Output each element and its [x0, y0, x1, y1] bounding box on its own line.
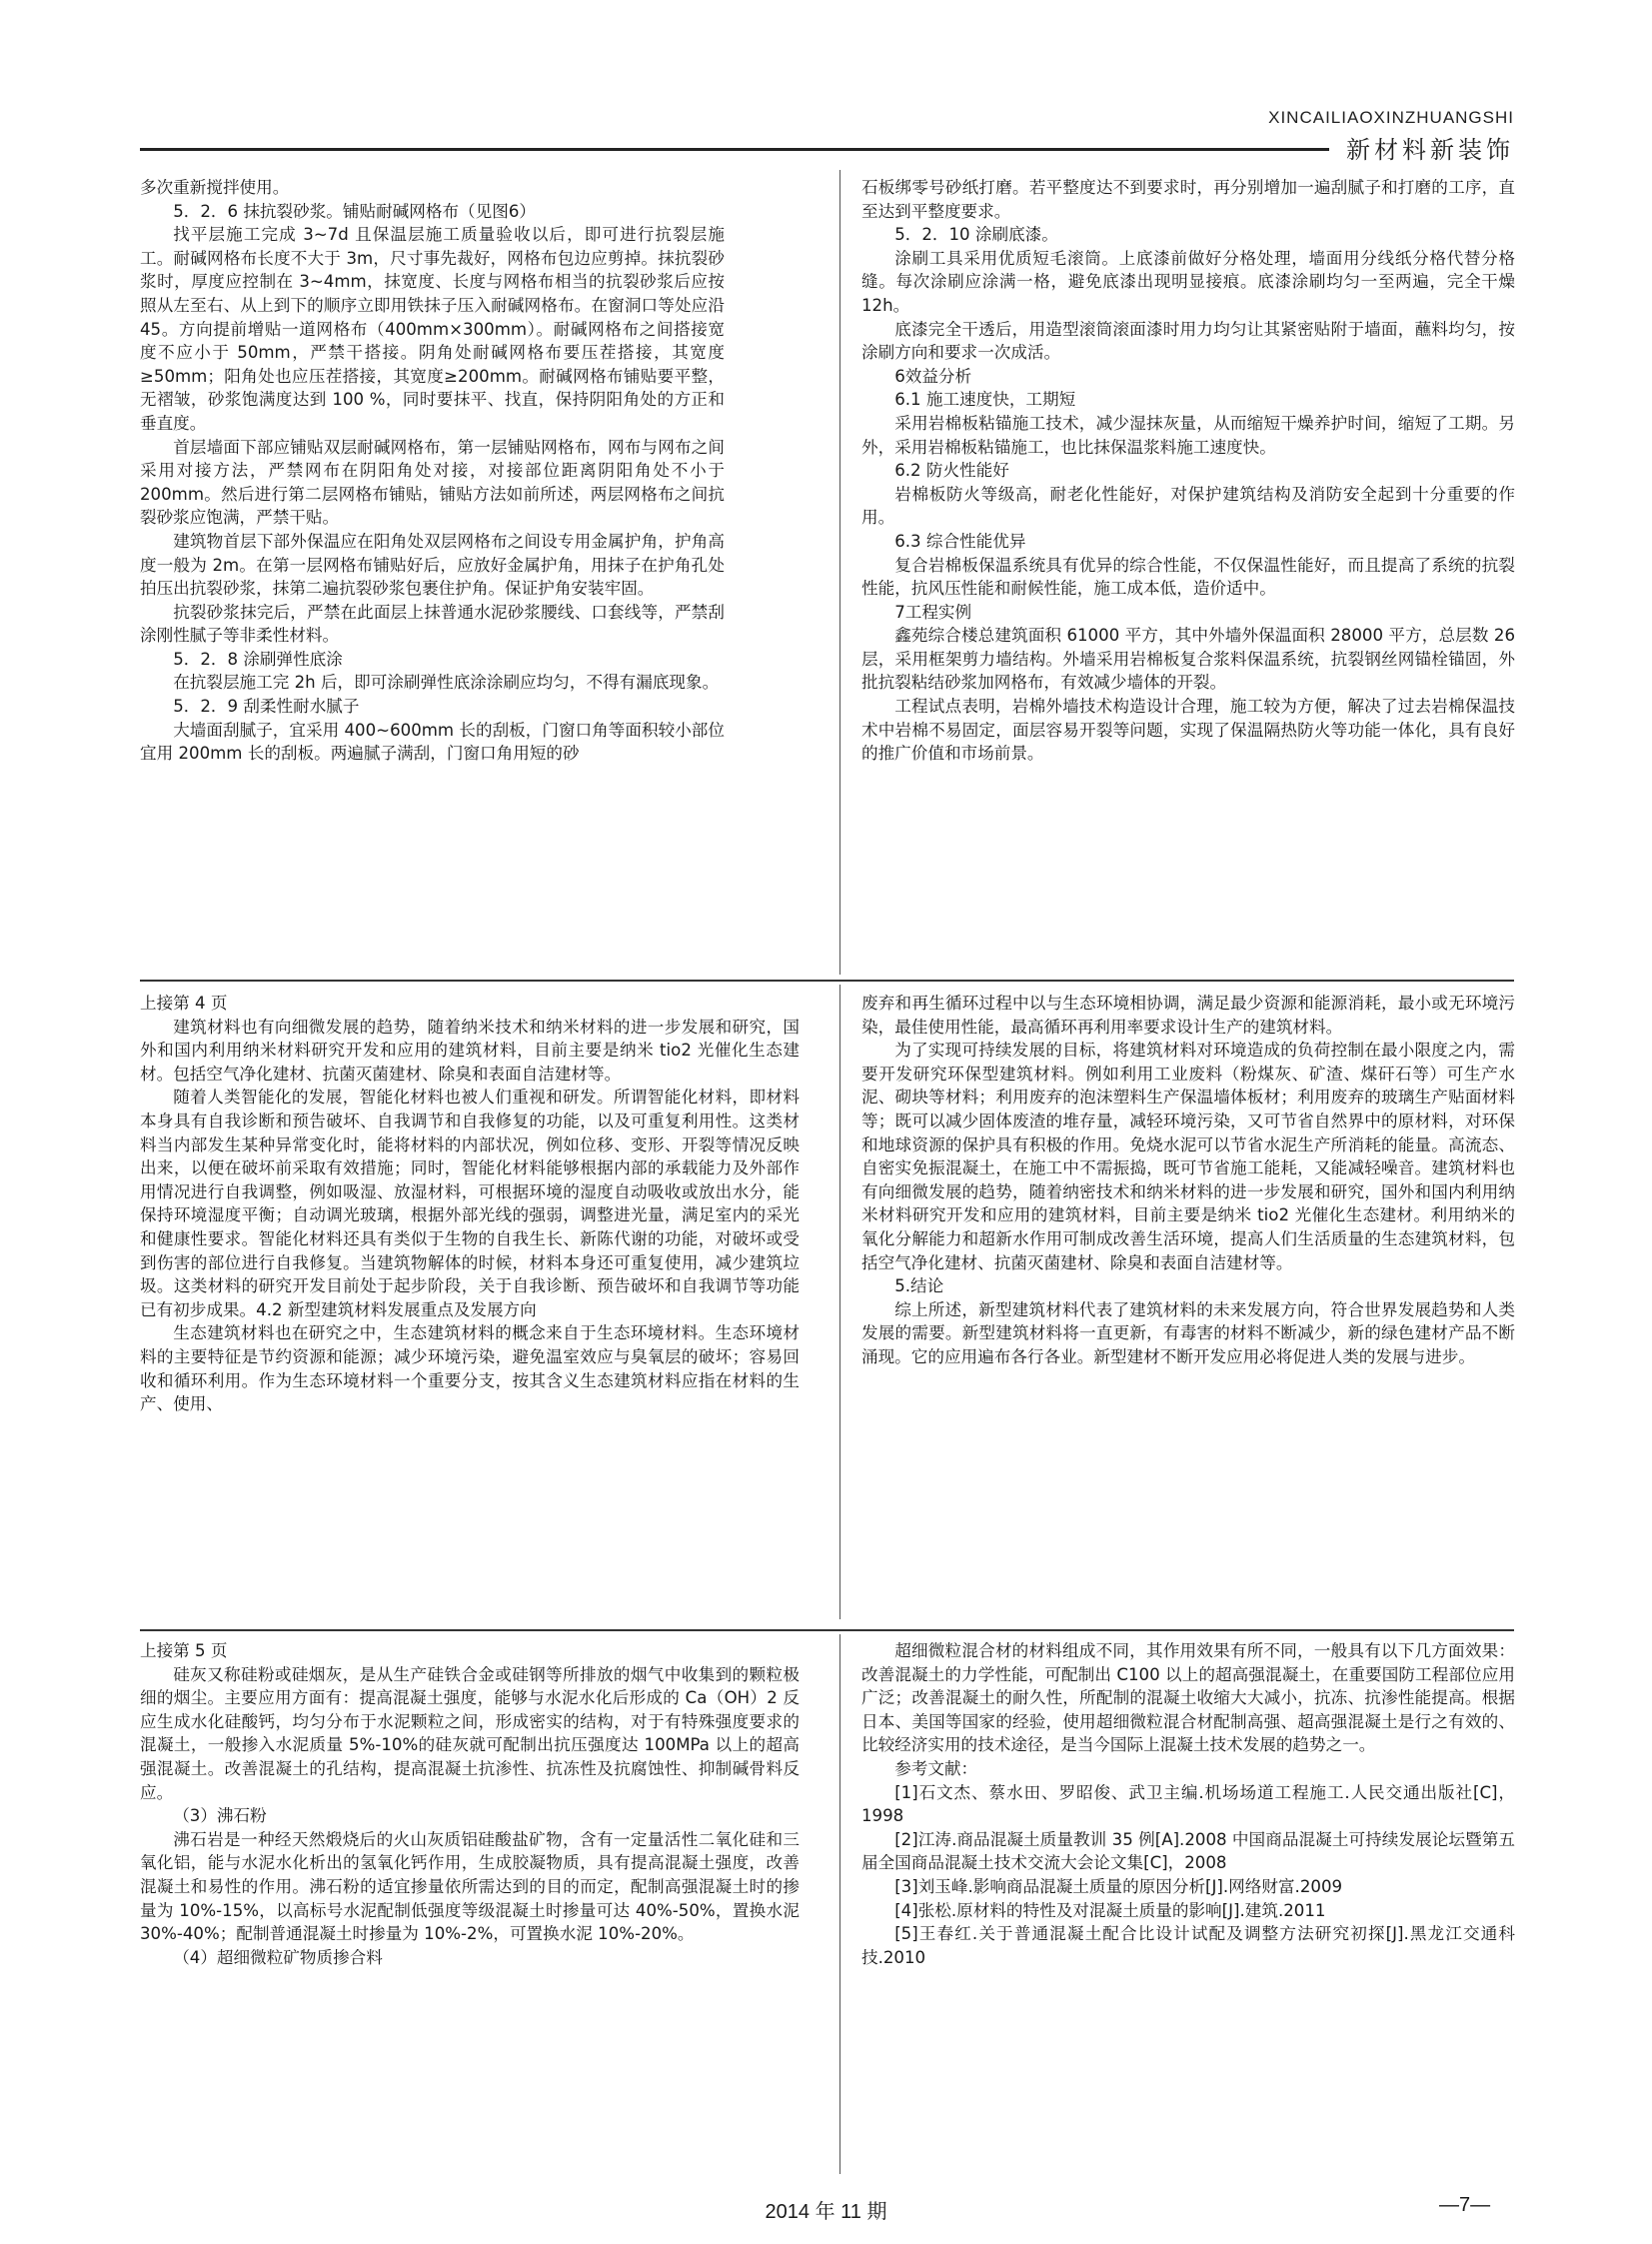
reference-item: [4]张松.原材料的特性及对混凝土质量的影响[J].建筑.2011 — [894, 1900, 1326, 1920]
paragraph: 多次重新搅拌使用。 — [140, 178, 290, 197]
references-heading: 参考文献： — [894, 1758, 978, 1778]
section-heading: 6效益分析 — [894, 366, 972, 386]
section-heading: 5．2．8 涂刷弹性底涂 — [173, 649, 343, 669]
paragraph: 废弃和再生循环过程中以与生态环境相协调，满足最少资源和能源消耗，最小或无环境污染，最佳使用性能，最高循环再利用率要求设计生产的建筑材料。 — [861, 994, 1515, 1037]
column-divider — [839, 170, 840, 975]
column-divider — [839, 985, 840, 1619]
reference-item: [3]刘玉峰.影响商品混凝土质量的原因分析[J].网络财富.2009 — [894, 1876, 1343, 1896]
paragraph: 硅灰又称硅粉或硅烟灰，是从生产硅铁合金或硅钢等所排放的烟气中收集到的颗粒极细的烟尘。主要应用方面有：提高混凝土强度，能够与水泥水化后形成的 Ca（OH）2 反应生成水化硅酸钙，均匀分布于水泥颗粒之间，形成密实的结构，对于有特殊强度要求的混凝土，一般掺入水泥质量 5%-10%的硅灰就可配制出抗压强度达 100MPa 以上的超高强混凝土。改善混凝土的孔结构，提高混凝土抗渗性、抗冻性及抗腐蚀性、抑制碱骨料反应。 — [140, 1664, 800, 1802]
top-right-column — [861, 176, 1515, 766]
middle-left-column — [140, 992, 800, 1416]
section-divider — [140, 980, 1514, 982]
paragraph: 抗裂砂浆抹完后，严禁在此面层上抹普通水泥砂浆腰线、口套线等，严禁刮涂刚性腻子等非柔性材料。 — [140, 602, 725, 646]
top-left-column — [140, 176, 725, 766]
paragraph: 首层墙面下部应铺贴双层耐碱网格布，第一层铺贴网格布，网布与网布之间采用对接方法，严禁网布在阴阳角处对接，对接部位距离阴阳角处不小于 200mm。然后进行第二层网格布铺贴，铺贴方法如前所述，两层网格布之间抗裂砂浆应饱满，严禁干贴。 — [140, 437, 725, 528]
paragraph: 石板绑零号砂纸打磨。若平整度达不到要求时，再分别增加一遍刮腻子和打磨的工序，直至达到平整度要求。 — [861, 178, 1515, 221]
middle-right-column — [861, 992, 1515, 1369]
paragraph: 在抗裂层施工完 2h 后，即可涂刷弹性底涂涂刷应均匀，不得有漏底现象。 — [173, 673, 720, 693]
paragraph: 随着人类智能化的发展，智能化材料也被人们重视和研发。所谓智能化材料，即材料本身具有自我诊断和预告破坏、自我调节和自我修复的功能，以及可重复利用性。这类材料当内部发生某种异常变化时，能将材料的内部状况，例如位移、变形、开裂等情况反映出来，以便在破坏前采取有效措施；同时，智能化材料能够根据内部的承载能力及外部作用情况进行自我调整，例如吸湿、放湿材料，可根据环境的湿度自动吸收或放出水分，能保持环境湿度平衡；自动调光玻璃，根据外部光线的强弱，调整进光量，满足室内的采光和健康性要求。智能化材料还具有类似于生物的自我生长、新陈代谢的功能，对破坏或受到伤害的部位进行自我修复。当建筑物解体的时候，材料本身还可重复使用，减少建筑垃圾。这类材料的研究开发目前处于起步阶段，关于自我诊断、预告破坏和自我调节等功能已有初步成果。4.2 新型建筑材料发展重点及发展方向 — [140, 1088, 800, 1319]
section-divider — [140, 1629, 1514, 1631]
section-heading: 6.2 防火性能好 — [894, 461, 1009, 481]
paragraph: 综上所述，新型建筑材料代表了建筑材料的未来发展方向，符合世界发展趋势和人类发展的需要。新型建筑材料将一直更新，有毒害的材料不断减少，新的绿色建材产品不断涌现。它的应用遍布各行各业。新型建材不断开发应用必将促进人类的发展与进步。 — [861, 1299, 1515, 1366]
section-heading: 5．2．10 涂刷底漆。 — [894, 225, 1058, 245]
continued-from-label: 上接第 4 页 — [140, 994, 228, 1013]
paragraph: 超细微粒混合材的材料组成不同，其作用效果有所不同，一般具有以下几方面效果：改善混凝土的力学性能，可配制出 C100 以上的超高强混凝土，在重要国防工程部位应用广泛；改善混凝土的耐久性，所配制的混凝土收缩大大减小，抗冻、抗渗性能提高。根据日本、美国等国家的经验，使用超细微粒混合材配制高强、超高强混凝土是行之有效的、比较经济实用的技术途径，是当今国际上混凝土技术发展的趋势之一。 — [861, 1641, 1515, 1755]
section-heading: 5.结论 — [894, 1276, 944, 1296]
paragraph: 沸石岩是一种经天然煅烧后的火山灰质铝硅酸盐矿物，含有一定量活性二氧化硅和三氧化铝，能与水泥水化析出的氢氧化钙作用，生成胶凝物质，具有提高混凝土强度，改善混凝土和易性的作用。沸石粉的适宜掺量依所需达到的目的而定，配制高强混凝土时的掺量为 10%-15%，以高标号水泥配制低强度等级混凝土时掺量可达 40%-50%，置换水泥 30%-40%；配制普通混凝土时掺量为 10%-2%，可置换水泥 10%-20%。 — [140, 1829, 800, 1944]
paragraph: 建筑物首层下部外保温应在阳角处双层网格布之间设专用金属护角，护角高度一般为 2m。在第一层网格布铺贴好后，应放好金属护角，用抹子在护角孔处拍压出抗裂砂浆，抹第二遍抗裂砂浆包裹住护角。保证护角安装牢固。 — [140, 531, 725, 599]
column-divider — [839, 1634, 840, 2174]
paragraph: 生态建筑材料也在研究之中，生态建筑材料的概念来自于生态环境材料。生态环境材料的主要特征是节约资源和能源；减少环境污染，避免温室效应与臭氧层的破坏；容易回收和循环利用。作为生态环境材料一个重要分支，按其含义生态建筑材料应指在材料的生产、使用、 — [140, 1323, 800, 1414]
section-heading: 7工程实例 — [894, 602, 972, 622]
paragraph: 涂刷工具采用优质短毛滚筒。上底漆前做好分格处理，墙面用分线纸分格代替分格缝。每次涂刷应涂满一格，避免底漆出现明显接痕。底漆涂刷均匀一至两遍，完全干燥 12h。 — [861, 248, 1515, 315]
bottom-right-column — [861, 1639, 1515, 1969]
paragraph: 建筑材料也有向细微发展的趋势，随着纳米技术和纳米材料的进一步发展和研究，国外和国内利用纳米材料研究开发和应用的建筑材料，目前主要是纳米 tio2 光催化生态建材。包括空气净化建材、抗菌灭菌建材、除臭和表面自洁建材等。 — [140, 1017, 800, 1084]
paragraph: 找平层施工完成 3~7d 且保温层施工质量验收以后，即可进行抗裂层施工。耐碱网格布长度不大于 3m，尺寸事先裁好，网格布包边应剪掉。抹抗裂砂浆时，厚度应控制在 3~4mm，抹宽度、长度与网格布相当的抗裂砂浆后应按照从左至右、从上到下的顺序立即用铁抹子压入耐碱网格布。在窗洞口等处应沿 45。方向提前增贴一道网格布（400mm×300mm）。耐碱网格布之间搭接宽度不应小于 50mm，严禁干搭接。阴角处耐碱网格布要压茬搭接，其宽度≥50mm；阳角处也应压茬搭接，其宽度≥200mm。耐碱网格布铺贴要平整，无褶皱，砂浆饱满度达到 100 %，同时要抹平、找直，保持阴阳角处的方正和垂直度。 — [140, 225, 725, 433]
paragraph: 鑫苑综合楼总建筑面积 61000 平方，其中外墙外保温面积 28000 平方，总层数 26 层，采用框架剪力墙结构。外墙采用岩棉板复合浆料保温系统，抗裂钢丝网锚栓锚固，外批抗裂粘结砂浆加网格布，有效减少墙体的开裂。 — [861, 626, 1515, 693]
bottom-left-column — [140, 1639, 800, 1969]
section-heading: （3）沸石粉 — [173, 1806, 267, 1826]
paragraph: 底漆完全干透后，用造型滚筒滚面漆时用力均匀让其紧密贴附于墙面，蘸料均匀，按涂刷方向和要求一次成活。 — [861, 319, 1515, 363]
paragraph: 采用岩棉板粘锚施工技术，减少湿抹灰量，从而缩短干燥养护时间，缩短了工期。另外，采用岩棉板粘锚施工，也比抹保温浆料施工速度快。 — [861, 413, 1515, 457]
continued-from-label: 上接第 5 页 — [140, 1641, 228, 1660]
paragraph: 岩棉板防火等级高，耐老化性能好，对保护建筑结构及消防安全起到十分重要的作用。 — [861, 484, 1515, 528]
section-heading: 6.1 施工速度快，工期短 — [894, 390, 1076, 410]
reference-item: [5]王春红.关于普通混凝土配合比设计试配及调整方法研究初探[J].黑龙江交通科技.2010 — [861, 1924, 1515, 1967]
header-pinyin: XINCAILIAOXINZHUANGSHI — [1268, 108, 1514, 127]
paragraph: 工程试点表明，岩棉外墙技术构造设计合理，施工较为方便，解决了过去岩棉保温技术中岩棉不易固定，面层容易开裂等问题，实现了保温隔热防火等功能一体化，具有良好的推广价值和市场前景。 — [861, 697, 1515, 764]
paragraph: 复合岩棉板保温系统具有优异的综合性能，不仅保温性能好，而且提高了系统的抗裂性能，抗风压性能和耐候性能，施工成本低，造价适中。 — [861, 555, 1515, 599]
paragraph: 为了实现可持续发展的目标，将建筑材料对环境造成的负荷控制在最小限度之内，需要开发研究环保型建筑材料。例如利用工业废料（粉煤灰、矿渣、煤矸石等）可生产水泥、砌块等材料；利用废弃的泡沫塑料生产保温墙体板材；利用废弃的玻璃生产贴面材料等；既可以减少固体废渣的堆存量，减轻环境污染，又可节省自然界中的原材料，对环保和地球资源的保护具有积极的作用。免烧水泥可以节省水泥生产所消耗的能量。高流态、自密实免振混凝土，在施工中不需振捣，既可节省施工能耗，又能减轻噪音。建筑材料也有向细微发展的趋势，随着纳密技术和纳米材料的进一步发展和研究，国外和国内利用纳米材料研究开发和应用的建筑材料，目前主要是纳米 tio2 光催化生态建材。利用纳米的氧化分解能力和超新水作用可制成改善生活环境，提高人们生活质量的生态建筑材料，包括空气净化建材、抗菌灭菌建材、除臭和表面自洁建材等。 — [861, 1041, 1515, 1272]
header-rule — [140, 148, 1329, 151]
reference-item: [2]江涛.商品混凝土质量教训 35 例[A].2008 中国商品混凝土可持续发展论坛暨第五届全国商品混凝土技术交流大会论文集[C]，2008 — [861, 1829, 1515, 1873]
section-heading: 5．2．6 抹抗裂砂浆。铺贴耐碱网格布（见图6） — [173, 201, 536, 221]
header-title: 新材料新装饰 — [1346, 136, 1514, 164]
section-heading: 5．2．9 刮柔性耐水腻子 — [173, 697, 360, 717]
reference-item: [1]石文杰、蔡水田、罗昭俊、武卫主编.机场场道工程施工.人民交通出版社[C]，1998 — [861, 1782, 1515, 1826]
page-number: —7— — [1439, 2194, 1491, 2216]
paragraph: 大墙面刮腻子，宜采用 400~600mm 长的刮板，门窗口角等面积较小部位宜用 200mm 长的刮板。两遍腻子满刮，门窗口角用短的砂 — [140, 720, 725, 764]
issue-label: 2014 年 11 期 — [765, 2201, 887, 2223]
section-heading: 6.3 综合性能优异 — [894, 531, 1026, 551]
section-heading: （4）超细微粒矿物质掺合料 — [173, 1947, 383, 1967]
